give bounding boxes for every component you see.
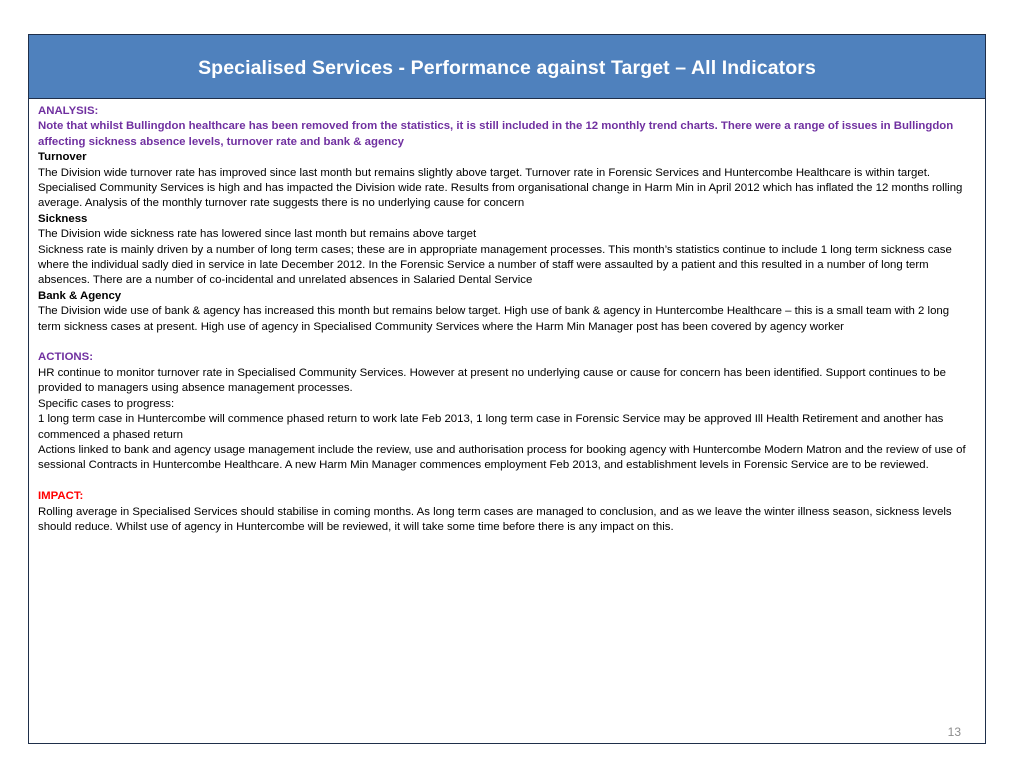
spacer: [38, 474, 974, 489]
slide-frame: [28, 34, 986, 744]
sickness-text-1: The Division wide sickness rate has lowered since last month but remains above target: [38, 228, 477, 241]
analysis-note: Note that whilst Bullingdon healthcare has been removed from the statistics, it is still included in the 12 monthly trend charts. There were a range of issues in Bullingdon affecting sickness absence levels, turnover rate and bank & agency: [38, 120, 954, 148]
turnover-heading: Turnover: [38, 151, 87, 164]
actions-heading: ACTIONS:: [38, 351, 94, 364]
spacer: [38, 335, 974, 350]
actions-text-4: Actions linked to bank and agency usage management include the review, use and authorisation process for booking agency with Huntercombe Modern Matron and the review of use of sessional Contracts in Huntercombe Healthcare. A new Harm Min Manager commences employment Feb 2013, and establishment levels in Forensic Service are to be reviewed.: [38, 443, 966, 472]
title-bar: [29, 35, 985, 99]
actions-text-2: Specific cases to progress:: [38, 397, 175, 410]
sickness-heading: Sickness: [38, 212, 88, 225]
analysis-heading: ANALYSIS:: [38, 105, 99, 117]
turnover-text: The Division wide turnover rate has improved since last month but remains slightly above target. Turnover rate in Forensic Services and Huntercombe Healthcare is within target. Specialised Community Services is high and has impacted the Division wide rate. Results from organisational change in Harm Min in April 2012 which has inflated the 12 months rolling average. Analysis of the monthly turnover rate suggests there is no underlying cause for concern: [38, 166, 963, 210]
impact-heading: IMPACT:: [38, 490, 84, 503]
page-number: 13: [947, 725, 961, 739]
slide-content: [38, 104, 974, 535]
sickness-text-2: Sickness rate is mainly driven by a number of long term cases; these are in appropriate management processes. This month’s statistics continue to include 1 long term sickness case where the individual sadly died in service in late December 2012. In the Forensic Service a number of staff were assaulted by a patient and this resulted in a number of long term absences. There are a number of co-incidental and unrelated absences in Salaried Dental Service: [38, 243, 952, 287]
actions-text-1: HR continue to monitor turnover rate in Specialised Community Services. However at present no underlying cause or cause for concern has been identified. Support continues to be provided to managers using absence management processes.: [38, 366, 946, 395]
bank-agency-text: The Division wide use of bank & agency has increased this month but remains below target. High use of bank & agency in Huntercombe Healthcare – this is a small team with 2 long term sickness cases at present. High use of agency in Specialised Community Services where the Harm Min Manager post has been covered by agency worker: [38, 305, 950, 333]
slide-title: Specialised Services - Performance against Target – All Indicators: [198, 57, 816, 79]
bank-agency-heading: Bank & Agency: [38, 289, 122, 302]
impact-text: Rolling average in Specialised Services should stabilise in coming months. As long term cases are managed to conclusion, and as we leave the winter illness season, sickness levels should reduce. Whilst use of agency in Huntercombe will be reviewed, it will take some time before there is any impact on this.: [38, 505, 952, 533]
actions-text-3: 1 long term case in Huntercombe will commence phased return to work late Feb 2013, 1 long term case in Forensic Service may be approved Ill Health Retirement and another has commenced a phased return: [38, 413, 944, 441]
